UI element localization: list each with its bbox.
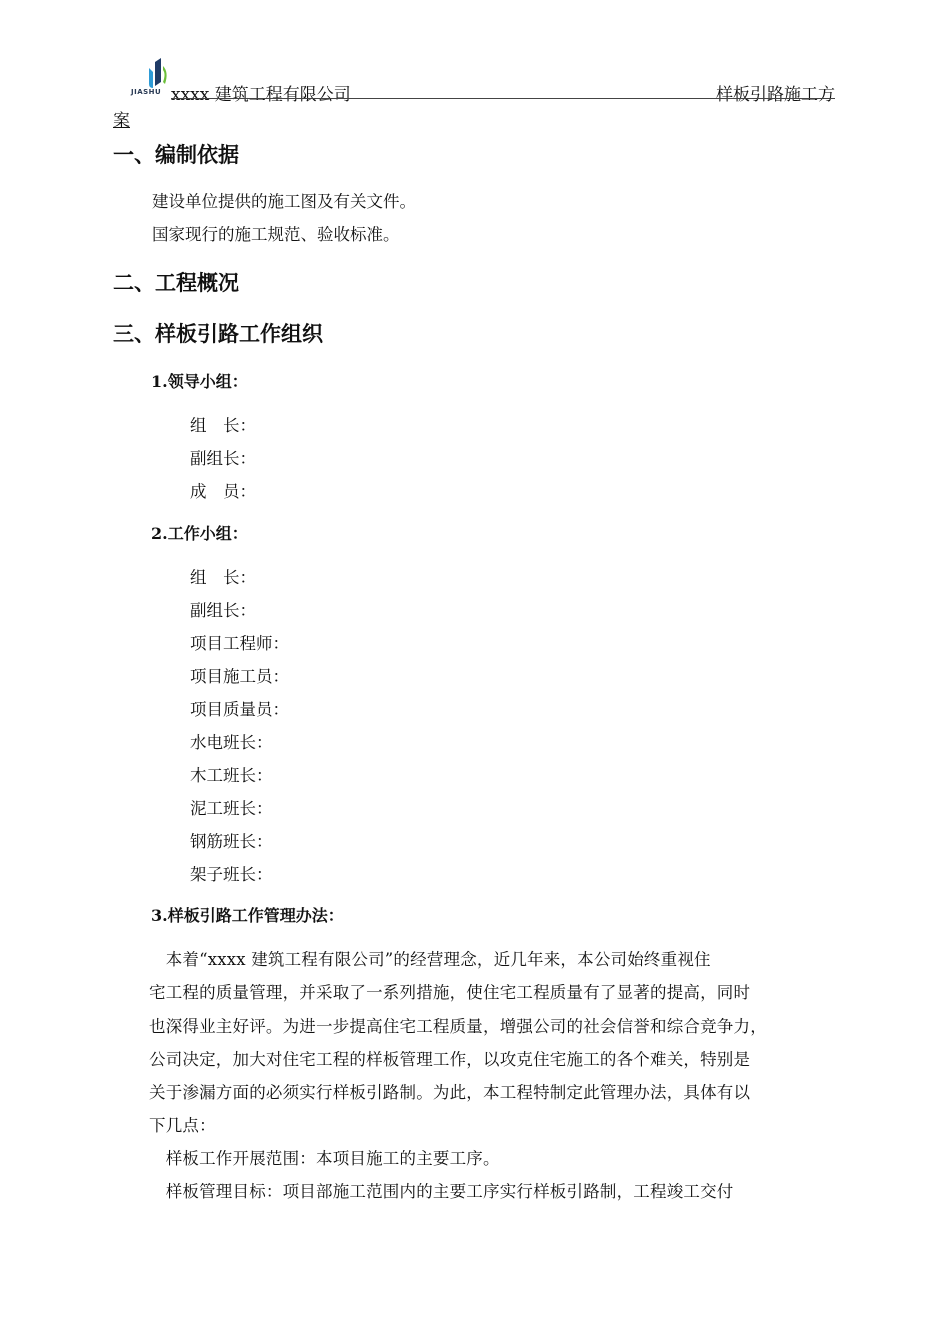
workgroup-item: 组 长：: [190, 568, 256, 587]
header-doc-title: 样板引路施工方: [716, 85, 835, 105]
management-line: 本着“xxxx 建筑工程有限公司”的经营理念，近几年来，本公司始终重视住: [149, 950, 711, 969]
section-1-para-2: 国家现行的施工规范、验收标准。: [152, 225, 400, 244]
page-header: [113, 58, 835, 131]
management-line: 公司决定，加大对住宅工程的样板管理工作，以攻克住宅施工的各个难关，特别是: [149, 1050, 751, 1069]
management-line: 宅工程的质量管理，并采取了一系列措施，使住宅工程质量有了显著的提高，同时: [149, 983, 751, 1002]
leadership-item: 成 员：: [190, 482, 256, 501]
management-line: 样板工作开展范围：本项目施工的主要工序。: [149, 1149, 500, 1168]
management-line: 也深得业主好评。为进一步提高住宅工程质量，增强公司的社会信誉和综合竞争力，: [149, 1017, 767, 1036]
header-rule: [171, 98, 835, 99]
workgroup-item: 副组长：: [190, 601, 256, 620]
workgroup-item: 项目工程师：: [190, 634, 289, 653]
section-2-title: 二、工程概况: [113, 271, 239, 295]
logo-text: JIASHU: [131, 88, 162, 96]
management-line: 样板管理目标：项目部施工范围内的主要工序实行样板引路制，工程竣工交付: [149, 1182, 734, 1201]
workgroup-item: 泥工班长：: [190, 799, 273, 818]
workgroup-item: 水电班长：: [190, 733, 273, 752]
leadership-item: 组 长：: [190, 416, 256, 435]
workgroup-title: 2.工作小组：: [151, 524, 248, 543]
header-doc-title-wrap: 案: [113, 111, 130, 131]
management-title: 3.样板引路工作管理办法：: [151, 906, 344, 925]
header-company: xxxx 建筑工程有限公司: [171, 85, 351, 105]
management-line: 下几点：: [149, 1116, 216, 1135]
leadership-title: 1.领导小组：: [151, 372, 248, 391]
workgroup-item: 项目质量员：: [190, 700, 289, 719]
leadership-item: 副组长：: [190, 449, 256, 468]
workgroup-item: 木工班长：: [190, 766, 273, 785]
section-3-title: 三、样板引路工作组织: [113, 322, 323, 346]
workgroup-item: 项目施工员：: [190, 667, 289, 686]
section-1-para-1: 建设单位提供的施工图及有关文件。: [152, 192, 416, 211]
workgroup-item: 钢筋班长：: [190, 832, 273, 851]
section-1-title: 一、编制依据: [113, 143, 239, 167]
management-line: 关于渗漏方面的必须实行样板引路制。为此，本工程特制定此管理办法，具体有以: [149, 1083, 751, 1102]
workgroup-item: 架子班长：: [190, 865, 273, 884]
